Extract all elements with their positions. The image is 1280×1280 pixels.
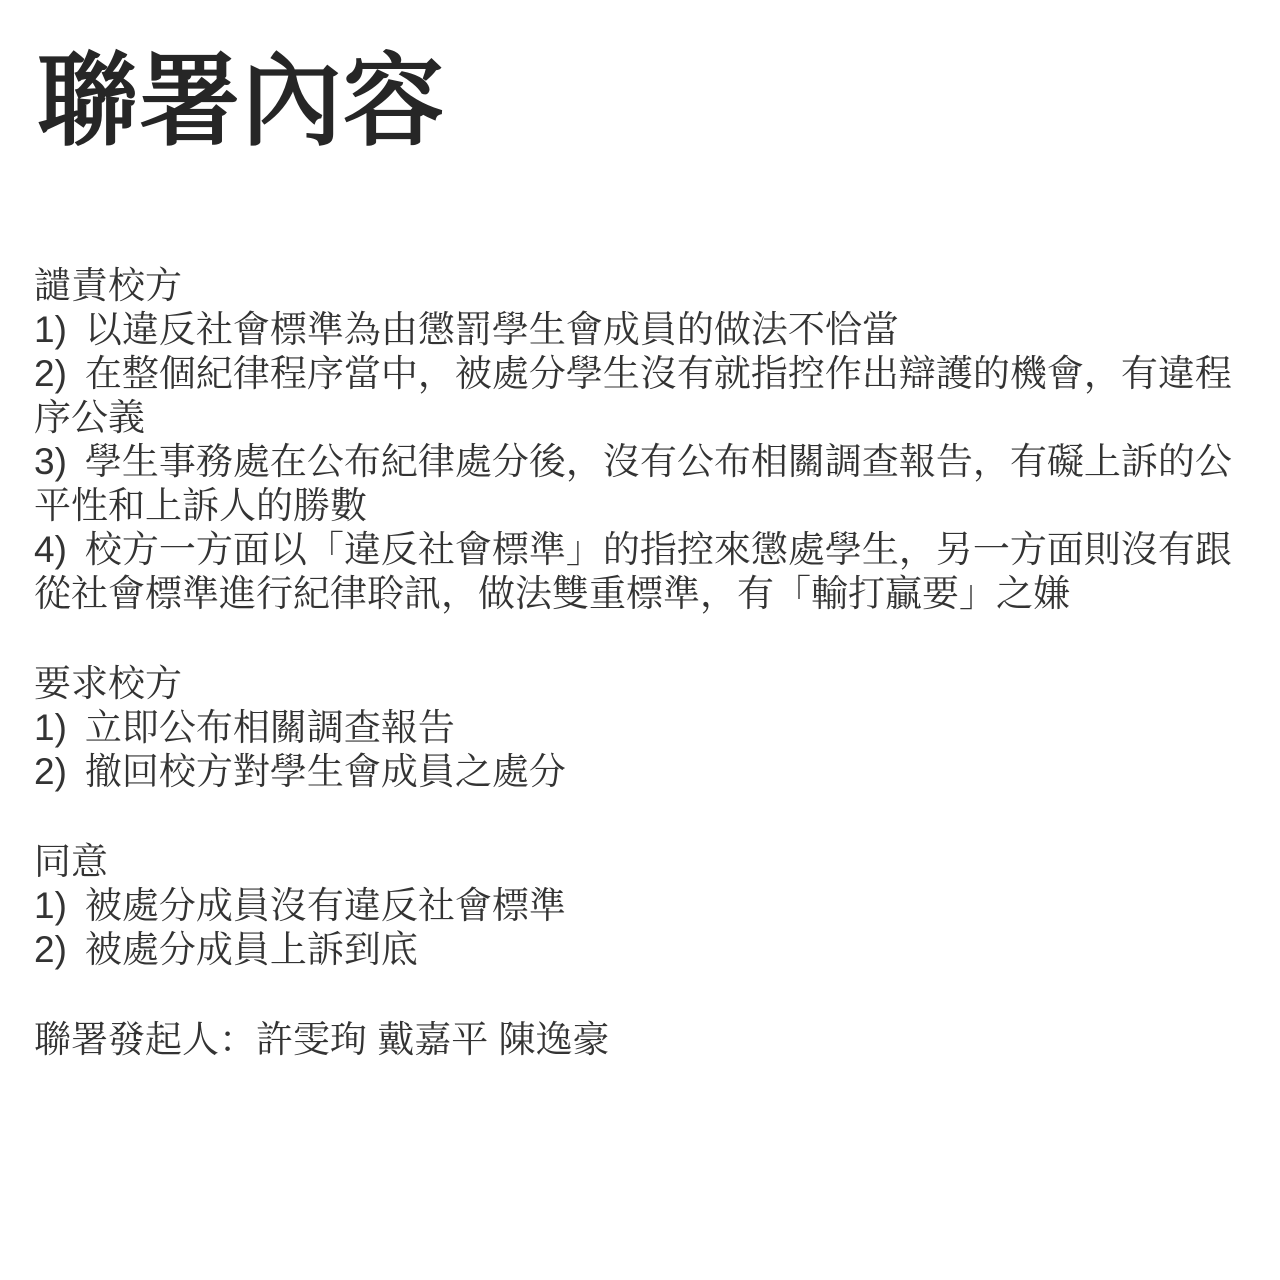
section-demand-school: [34, 662, 1250, 794]
item-marker: 2): [34, 929, 67, 970]
petition-initiators: 聯署發起人：許雯珣 戴嘉平 陳逸豪: [34, 1019, 610, 1060]
section-heading: 同意: [34, 841, 108, 882]
item-text: 在整個紀律程序當中，被處分學生沒有就指控作出辯護的機會，有違程序公義: [34, 353, 1232, 438]
item-marker: 1): [34, 707, 67, 748]
item-marker: 1): [34, 885, 67, 926]
item-text: 校方一方面以「違反社會標準」的指控來懲處學生，另一方面則沒有跟從社會標準進行紀律聆訊，做法雙重標準，有「輸打贏要」之嫌: [34, 529, 1232, 614]
list-item: [34, 308, 1250, 352]
section-agree: [34, 840, 1250, 972]
section-heading: 要求校方: [34, 663, 182, 704]
item-marker: 1): [34, 309, 67, 350]
item-marker: 2): [34, 751, 67, 792]
item-marker: 2): [34, 353, 67, 394]
list-item: [34, 750, 1250, 794]
list-item: [34, 528, 1250, 616]
item-text: 撤回校方對學生會成員之處分: [84, 751, 566, 792]
item-marker: 4): [34, 529, 67, 570]
item-text: 以違反社會標準為由懲罰學生會成員的做法不恰當: [84, 309, 899, 350]
petition-content: [34, 264, 1250, 1062]
list-item: [34, 440, 1250, 528]
list-item: [34, 884, 1250, 928]
list-item: [34, 706, 1250, 750]
section-condemn-school: [34, 264, 1250, 616]
item-text: 學生事務處在公布紀律處分後，沒有公布相關調查報告，有礙上訴的公平性和上訴人的勝數: [34, 441, 1232, 526]
list-item: [34, 352, 1250, 440]
section-heading: 譴責校方: [34, 265, 182, 306]
item-text: 被處分成員沒有違反社會標準: [84, 885, 566, 926]
item-marker: 3): [34, 441, 67, 482]
item-text: 立即公布相關調查報告: [84, 707, 455, 748]
page-title: 聯署內容: [37, 46, 446, 158]
item-text: 被處分成員上訴到底: [84, 929, 418, 970]
list-item: [34, 928, 1250, 972]
